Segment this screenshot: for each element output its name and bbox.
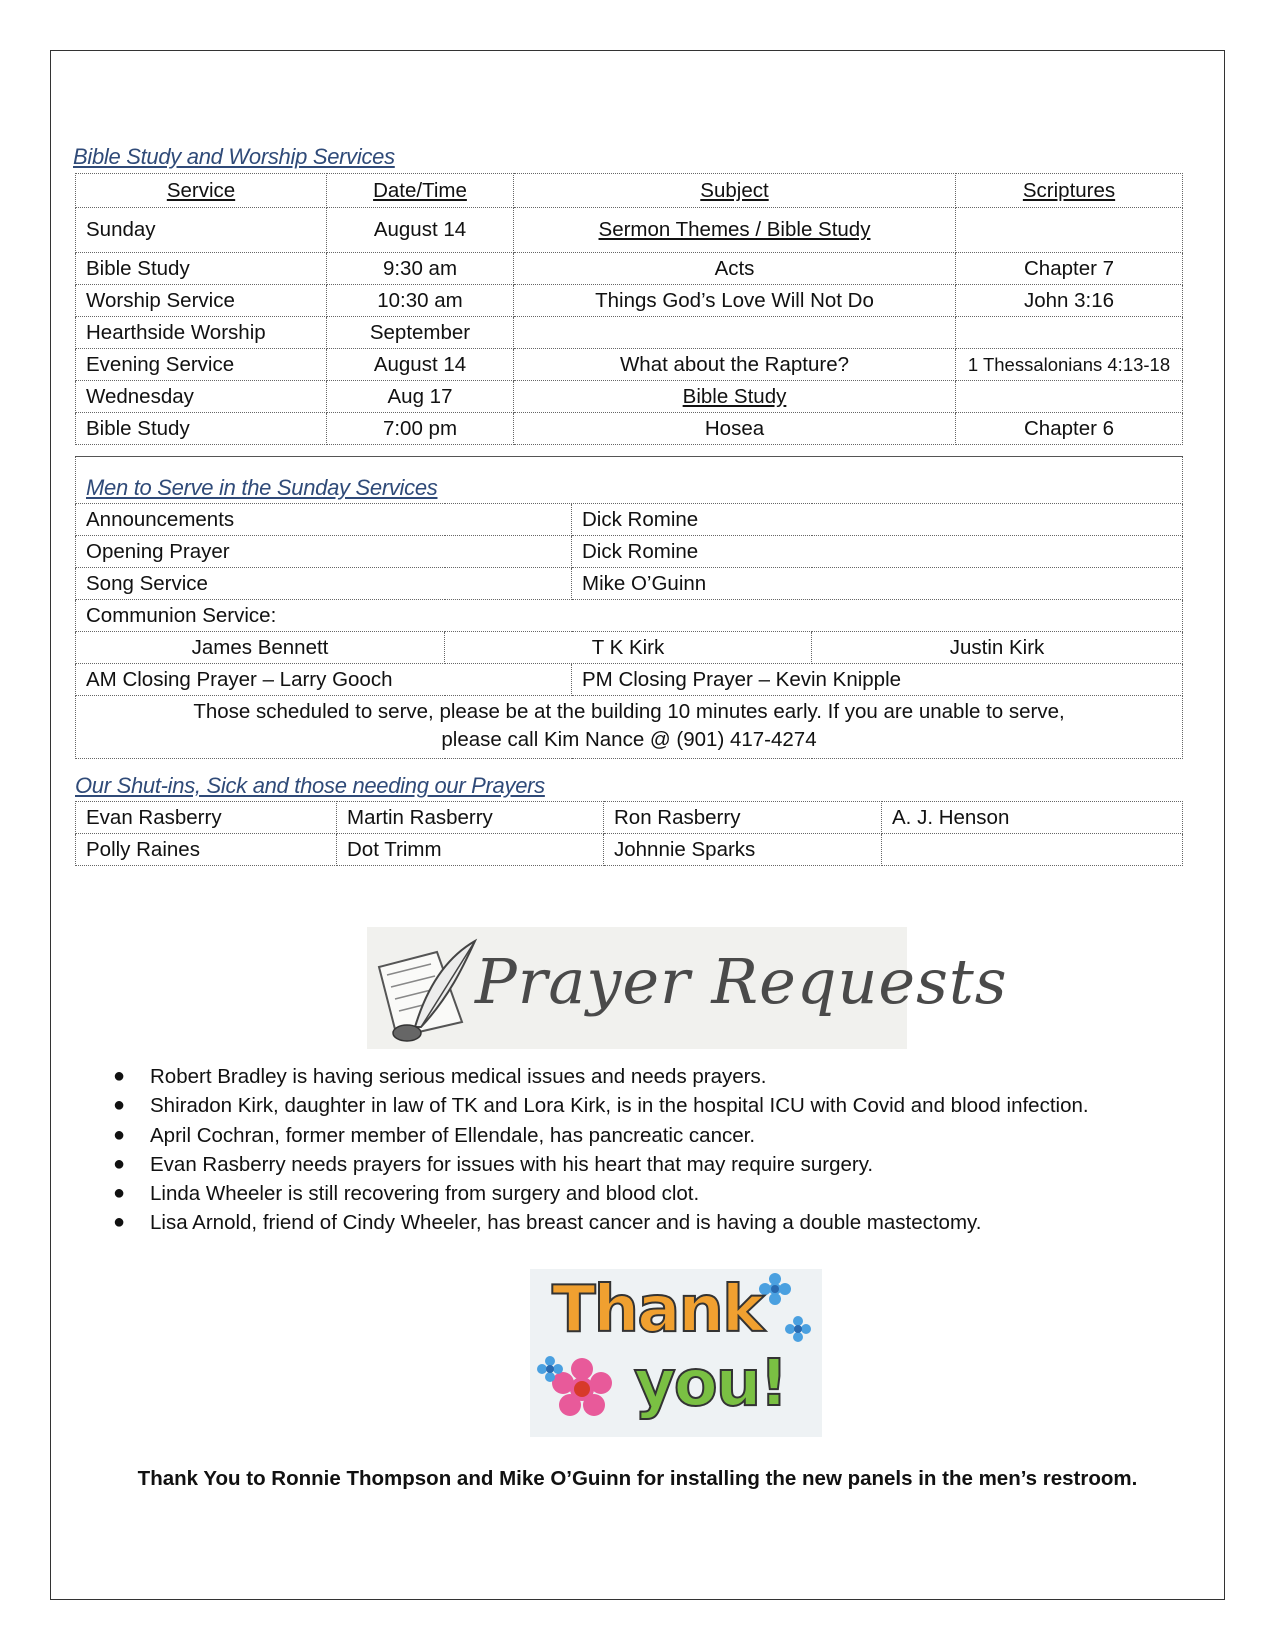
table-row	[76, 253, 1183, 285]
date-cell: 7:00 pm	[327, 413, 514, 445]
communion-name-cell: Justin Kirk	[812, 632, 1183, 664]
table-row	[76, 834, 1183, 866]
men-to-serve-table	[75, 456, 1183, 759]
table-row	[76, 536, 1183, 568]
subject-cell: Things God’s Love Will Not Do	[514, 285, 956, 317]
list-item: ● Robert Bradley is having serious medical issues and needs prayers.	[113, 1062, 1089, 1091]
serve-note-line-2: please call Kim Nance @ (901) 417-4274	[441, 728, 817, 751]
name-cell: Dick Romine	[572, 536, 1183, 568]
scripture-cell: Chapter 6	[956, 413, 1183, 445]
shutins-table	[75, 801, 1183, 866]
subject-cell: Bible Study	[514, 381, 956, 413]
prayer-request-list	[113, 1062, 1089, 1238]
prayer-requests-banner	[367, 927, 1008, 1049]
role-cell: Opening Prayer	[76, 536, 572, 568]
service-cell: Worship Service	[76, 285, 327, 317]
men-section-title: Men to Serve in the Sunday Services	[86, 475, 438, 500]
list-item: ● Evan Rasberry needs prayers for issues with his heart that may require surgery.	[113, 1150, 1089, 1179]
note-row	[76, 696, 1183, 759]
date-cell: Aug 17	[327, 381, 514, 413]
serve-note	[76, 696, 1183, 759]
table-row	[76, 381, 1183, 413]
date-cell: 10:30 am	[327, 285, 514, 317]
thank-you-message: Thank You to Ronnie Thompson and Mike O’Guinn for installing the new panels in the men’s restroom.	[137, 1467, 1138, 1490]
table-row	[76, 504, 1183, 536]
bullet: ●	[113, 1152, 126, 1175]
date-cell: August 14	[327, 208, 514, 253]
bullet: ●	[113, 1065, 126, 1087]
column-header: Service	[76, 174, 327, 208]
communion-name-cell: T K Kirk	[445, 632, 812, 664]
table-row	[76, 600, 1183, 632]
list-item: ● Linda Wheeler is still recovering from surgery and blood clot.	[113, 1179, 1089, 1208]
shutin-name: A. J. Henson	[882, 802, 1183, 834]
worship-section-title: Bible Study and Worship Services	[73, 144, 395, 169]
shutin-name: Dot Trimm	[337, 834, 604, 866]
subject-cell: Acts	[514, 253, 956, 285]
communion-label: Communion Service:	[76, 600, 1183, 632]
column-header: Date/Time	[327, 174, 514, 208]
service-cell: Bible Study	[76, 413, 327, 445]
shutin-name: Evan Rasberry	[76, 802, 337, 834]
scripture-cell	[956, 208, 1183, 253]
serve-note-line-1: Those scheduled to serve, please be at the building 10 minutes early. If you are unable to serve,	[193, 700, 1065, 723]
table-row	[76, 568, 1183, 600]
table-row	[76, 664, 1183, 696]
thank-you-graphic	[530, 1269, 822, 1437]
service-cell: Sunday	[76, 208, 327, 253]
date-cell: 9:30 am	[327, 253, 514, 285]
communion-name-cell: James Bennett	[76, 632, 445, 664]
men-title-row	[76, 457, 1183, 504]
shutin-name: Martin Rasberry	[337, 802, 604, 834]
list-item: ● Lisa Arnold, friend of Cindy Wheeler, has breast cancer and is having a double mastectomy.	[113, 1208, 1089, 1237]
role-cell: Song Service	[76, 568, 572, 600]
name-cell: Mike O’Guinn	[572, 568, 1183, 600]
table-row	[76, 317, 1183, 349]
am-closing-cell: AM Closing Prayer – Larry Gooch	[76, 664, 572, 696]
date-cell: August 14	[327, 349, 514, 381]
date-cell: September	[327, 317, 514, 349]
table-row	[76, 208, 1183, 253]
service-cell: Bible Study	[76, 253, 327, 285]
scripture-cell	[956, 381, 1183, 413]
bullet: ●	[113, 1211, 126, 1234]
bullet: ●	[113, 1094, 126, 1117]
scripture-cell: John 3:16	[956, 285, 1183, 317]
subject-cell	[514, 317, 956, 349]
service-cell: Hearthside Worship	[76, 317, 327, 349]
shutins-section-title: Our Shut-ins, Sick and those needing our Prayers	[75, 773, 545, 798]
bullet: ●	[113, 1123, 126, 1146]
name-cell: Dick Romine	[572, 504, 1183, 536]
column-header: Scriptures	[956, 174, 1183, 208]
scripture-cell: 1 Thessalonians 4:13-18	[956, 349, 1183, 381]
subject-cell: Hosea	[514, 413, 956, 445]
column-header: Subject	[514, 174, 956, 208]
scripture-cell: Chapter 7	[956, 253, 1183, 285]
shutin-name: Johnnie Sparks	[604, 834, 882, 866]
thank-you-word-1: Thank	[552, 1273, 763, 1347]
service-cell: Evening Service	[76, 349, 327, 381]
table-row	[76, 285, 1183, 317]
list-item: ● April Cochran, former member of Ellendale, has pancreatic cancer.	[113, 1121, 1089, 1150]
prayer-requests-banner-text: Prayer Requests	[475, 945, 1008, 1018]
subject-cell: Sermon Themes / Bible Study	[514, 208, 956, 253]
thank-you-word-2: you!	[634, 1347, 787, 1421]
scripture-cell	[956, 317, 1183, 349]
table-header-row	[76, 174, 1183, 208]
worship-schedule-table	[75, 173, 1183, 445]
shutin-name: Polly Raines	[76, 834, 337, 866]
communion-row	[76, 632, 1183, 664]
list-item: ● Shiradon Kirk, daughter in law of TK and Lora Kirk, is in the hospital ICU with Covid and blood infection.	[113, 1091, 1089, 1120]
role-cell: Announcements	[76, 504, 572, 536]
subject-cell: What about the Rapture?	[514, 349, 956, 381]
shutin-name	[882, 834, 1183, 866]
table-row	[76, 349, 1183, 381]
pm-closing-cell: PM Closing Prayer – Kevin Knipple	[572, 664, 1183, 696]
service-cell: Wednesday	[76, 381, 327, 413]
table-row	[76, 802, 1183, 834]
bullet: ●	[113, 1182, 126, 1205]
shutin-name: Ron Rasberry	[604, 802, 882, 834]
table-row	[76, 413, 1183, 445]
